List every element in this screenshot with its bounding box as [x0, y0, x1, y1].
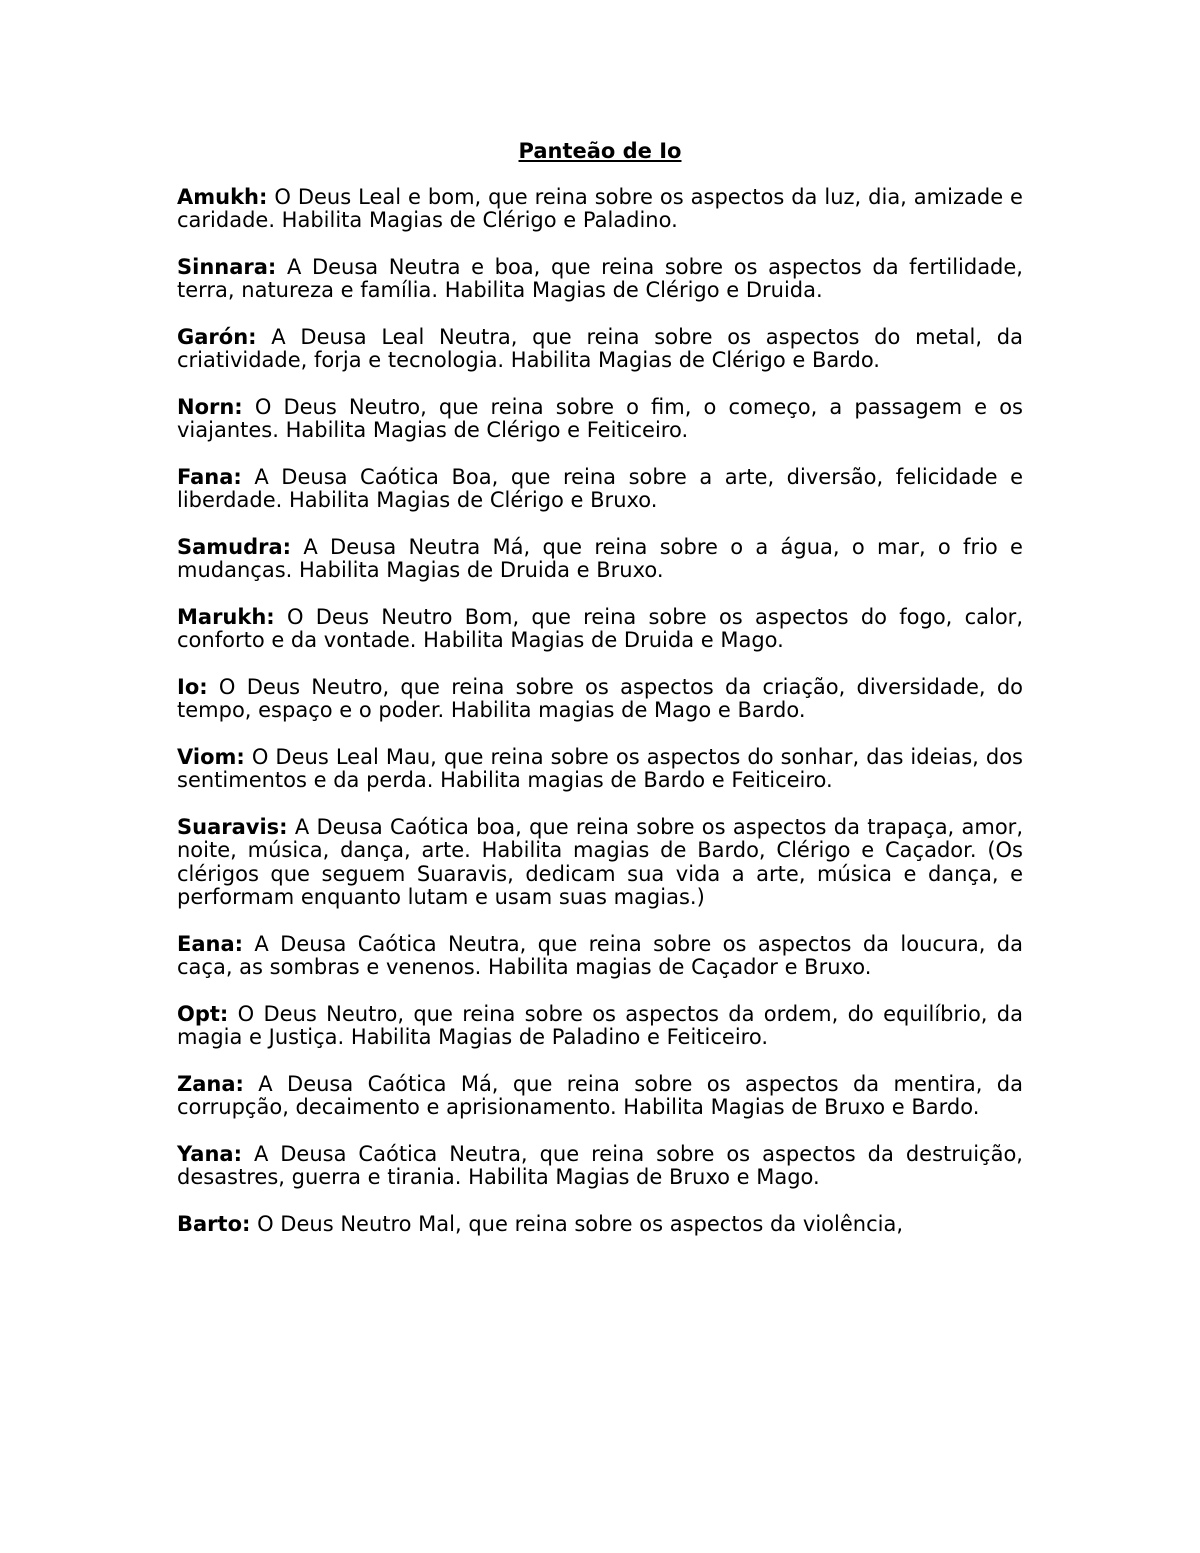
deity-name: Opt:	[177, 1001, 229, 1026]
deity-entry-sinnara	[177, 256, 1023, 303]
deity-description: A Deusa Caótica Neutra, que reina sobre os aspectos da destruição, desastres, guerra e tirania. Habilita Magias de Bruxo e Mago.	[177, 1141, 1023, 1189]
deity-description: A Deusa Neutra Má, que reina sobre o a água, o mar, o frio e mudanças. Habilita Magias de Druida e Bruxo.	[177, 534, 1023, 582]
deity-entry-garon	[177, 326, 1023, 373]
deity-description: A Deusa Caótica Neutra, que reina sobre os aspectos da loucura, da caça, as sombras e venenos. Habilita magias de Caçador e Bruxo.	[177, 931, 1023, 979]
deity-entry-opt	[177, 1003, 1023, 1050]
deity-entry-zana	[177, 1073, 1023, 1120]
deity-description: O Deus Neutro Mal, que reina sobre os aspectos da violência,	[257, 1211, 903, 1236]
deity-entry-suaravis	[177, 816, 1023, 910]
deity-description: O Deus Leal Mau, que reina sobre os aspectos do sonhar, das ideias, dos sentimentos e da perda. Habilita magias de Bardo e Feiticeiro.	[177, 744, 1024, 792]
deity-entry-io	[177, 676, 1023, 723]
deity-entry-amukh	[177, 186, 1023, 233]
deity-name: Viom:	[177, 744, 245, 769]
deity-name: Amukh:	[177, 184, 268, 209]
deity-entry-barto	[177, 1213, 1023, 1237]
deity-name: Eana:	[177, 931, 244, 956]
deity-entry-marukh	[177, 606, 1023, 653]
document-title: Panteão de Io	[518, 139, 682, 163]
deity-description: A Deusa Leal Neutra, que reina sobre os aspectos do metal, da criatividade, forja e tecnologia. Habilita Magias de Clérigo e Bardo.	[177, 324, 1023, 372]
deity-entry-eana	[177, 933, 1023, 980]
deity-description: O Deus Neutro, que reina sobre os aspectos da criação, diversidade, do tempo, espaço e o poder. Habilita magias de Mago e Bardo.	[177, 674, 1023, 722]
deity-description: O Deus Neutro, que reina sobre o fim, o começo, a passagem e os viajantes. Habilita Magias de Clérigo e Feiticeiro.	[177, 394, 1023, 442]
deity-name: Yana:	[177, 1141, 242, 1166]
deity-entry-norn	[177, 396, 1023, 443]
deity-description: A Deusa Caótica Má, que reina sobre os aspectos da mentira, da corrupção, decaimento e aprisionamento. Habilita Magias de Bruxo e Bardo.	[177, 1071, 1023, 1119]
deity-name: Marukh:	[177, 604, 275, 629]
deity-name: Norn:	[177, 394, 243, 419]
deity-name: Zana:	[177, 1071, 244, 1096]
deity-name: Io:	[177, 674, 208, 699]
deity-name: Samudra:	[177, 534, 292, 559]
deity-entry-fana	[177, 466, 1023, 513]
deity-name: Suaravis:	[177, 814, 288, 839]
deity-name: Fana:	[177, 464, 242, 489]
deity-name: Garón:	[177, 324, 257, 349]
deity-entry-yana	[177, 1143, 1023, 1190]
deity-description: A Deusa Neutra e boa, que reina sobre os aspectos da fertilidade, terra, natureza e família. Habilita Magias de Clérigo e Druida.	[177, 254, 1023, 302]
deity-name: Sinnara:	[177, 254, 277, 279]
deity-name: Barto:	[177, 1211, 251, 1236]
document-body	[177, 140, 1023, 1259]
deity-description: O Deus Leal e bom, que reina sobre os aspectos da luz, dia, amizade e caridade. Habilita Magias de Clérigo e Paladino.	[177, 184, 1023, 232]
deity-entry-samudra	[177, 536, 1023, 583]
deity-description: A Deusa Caótica boa, que reina sobre os aspectos da trapaça, amor, noite, música, dança, arte. Habilita magias de Bardo, Clérigo e Caçador. (Os clérigos que seguem Suaravis, dedicam sua vida a arte, música e dança, e performam enquanto lutam e usam suas magias.)	[177, 814, 1023, 909]
deity-description: A Deusa Caótica Boa, que reina sobre a arte, diversão, felicidade e liberdade. Habilita Magias de Clérigo e Bruxo.	[177, 464, 1023, 512]
deity-description: O Deus Neutro, que reina sobre os aspectos da ordem, do equilíbrio, da magia e Justiça. Habilita Magias de Paladino e Feiticeiro.	[177, 1001, 1023, 1049]
deity-entry-viom	[177, 746, 1023, 793]
deity-description: O Deus Neutro Bom, que reina sobre os aspectos do fogo, calor, conforto e da vontade. Habilita Magias de Druida e Mago.	[177, 604, 1023, 652]
